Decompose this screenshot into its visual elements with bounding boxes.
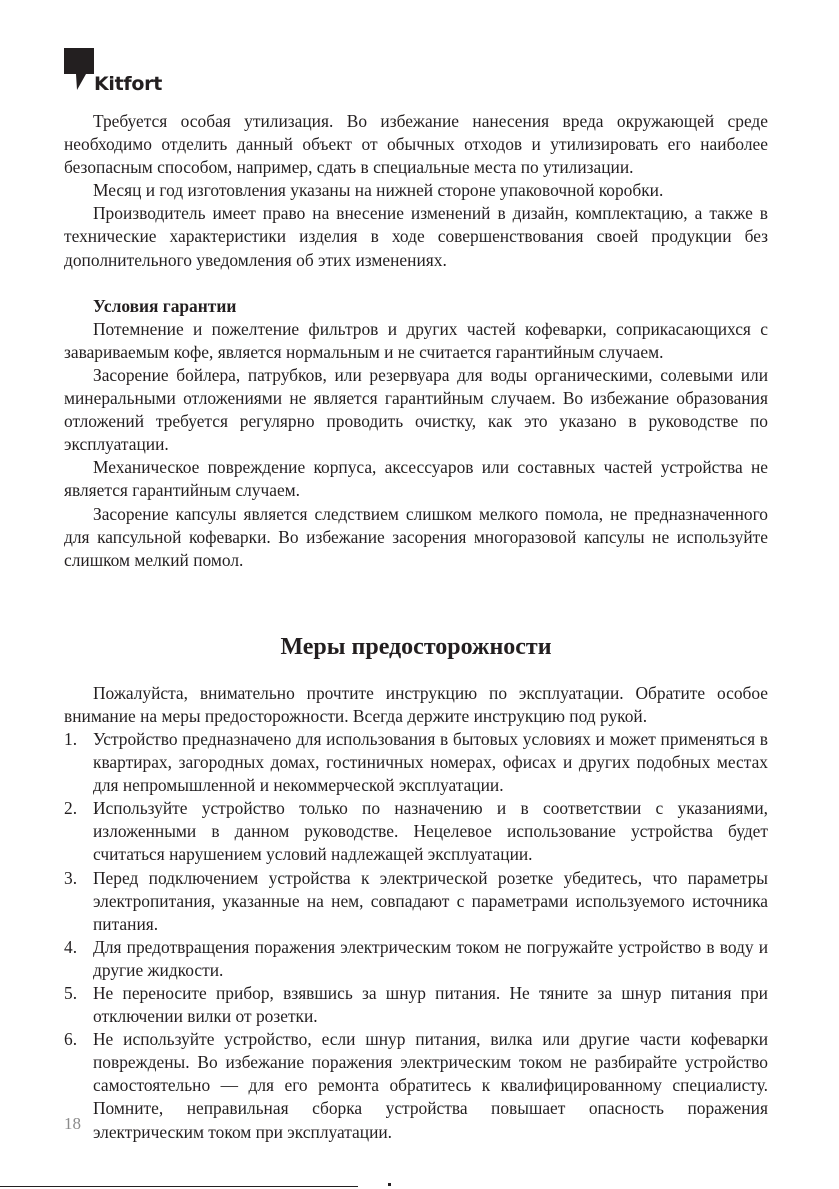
list-item — [64, 936, 768, 982]
intro-paragraph: Месяц и год изготовления указаны на нижней стороне упаковочной коробки. — [93, 180, 664, 201]
bottom-mark — [388, 1183, 391, 1186]
list-item-text: Перед подключением устройства к электрической розетке убедитесь, что параметры электропитания, указанные на нем, совпадают с параметрами используемого источника питания. — [93, 867, 768, 934]
warranty-paragraph: Потемнение и пожелтение фильтров и других частей кофеварки, соприкасающихся с завариваемым кофе, является нормальным и не считается гарантийным случаем. — [64, 318, 768, 362]
list-item-number: 3. — [64, 867, 78, 888]
list-item-text: Устройство предназначено для использования в бытовых условиях и может применяться в квартирах, загородных домах, гостиничных номерах, офисах и других подобных местах для непромышленной и некоммерческой эксплуатации. — [93, 728, 768, 796]
brand-name: Kitfort — [94, 73, 162, 95]
warranty-heading: Условия гарантии — [93, 295, 237, 316]
page-content — [64, 110, 768, 1144]
list-item — [64, 867, 768, 936]
list-item — [64, 728, 768, 797]
list-item-number: 1. — [64, 728, 78, 749]
bottom-divider — [0, 1186, 358, 1187]
list-item-number: 6. — [64, 1029, 78, 1050]
precautions-intro: Пожалуйста, внимательно прочтите инструкцию по эксплуатации. Обратите особое внимание на меры предосторожности. Всегда держите инструкцию под рукой. — [64, 682, 768, 726]
list-item-text: Для предотвращения поражения электрическим током не погружайте устройство в воду и другие жидкости. — [93, 936, 768, 980]
warranty-paragraph: Засорение бойлера, патрубков, или резервуара для воды органическими, солевыми или минеральными отложениями не является гарантийным случаем. Во избежание образования отложений требуется регулярно проводить очистку, как это указано в руководстве по эксплуатации. — [64, 364, 768, 455]
list-item — [64, 982, 768, 1028]
list-item-number: 5. — [64, 983, 78, 1003]
intro-paragraph: Требуется особая утилизация. Во избежание нанесения вреда окружающей среде необходимо отделить данный объект от обычных отходов и утилизировать его наиболее безопасным способом, например, сдать в специальные места по утилизации. — [64, 111, 768, 178]
precautions-title: Меры предосторожности — [280, 633, 552, 660]
list-item — [64, 1028, 768, 1143]
precautions-list — [64, 728, 768, 1144]
list-item-text: Не используйте устройство, если шнур питания, вилка или другие части кофеварки повреждены. Во избежание поражения электрическим током не разбирайте устройство самостоятельно — для его ремонта обратитесь к квалифицированному специалисту. Помните, неправильная сборка устройства повышает опасность поражения электрическим током при эксплуатации. — [93, 1029, 768, 1142]
kitfort-logo-icon — [64, 48, 94, 92]
brand-logo — [64, 48, 174, 98]
list-item — [64, 797, 768, 866]
list-item-text: Не переносите прибор, взявшись за шнур питания. Не тяните за шнур питания при отключении вилки от розетки. — [93, 983, 768, 1027]
page-number: 18 — [64, 1114, 81, 1133]
warranty-paragraph: Засорение капсулы является следствием слишком мелкого помола, не предназначенного для капсульной кофеварки. Во избежание засорения многоразовой капсулы не используйте слишком мелкий помол. — [64, 503, 768, 570]
warranty-paragraph: Механическое повреждение корпуса, аксессуаров или составных частей устройства не является гарантийным случаем. — [64, 457, 768, 501]
intro-paragraph: Производитель имеет право на внесение изменений в дизайн, комплектацию, а также в технические характеристики изделия в ходе совершенствования своей продукции без дополнительного уведомления об этих изменениях. — [64, 203, 768, 270]
list-item-number: 4. — [64, 936, 78, 957]
list-item-number: 2. — [64, 798, 78, 819]
list-item-text: Используйте устройство только по назначению и в соответствии с указаниями, изложенными в данном руководстве. Нецелевое использование устройства будет считаться нарушением условий надлежащей эксплуатации. — [93, 798, 768, 865]
